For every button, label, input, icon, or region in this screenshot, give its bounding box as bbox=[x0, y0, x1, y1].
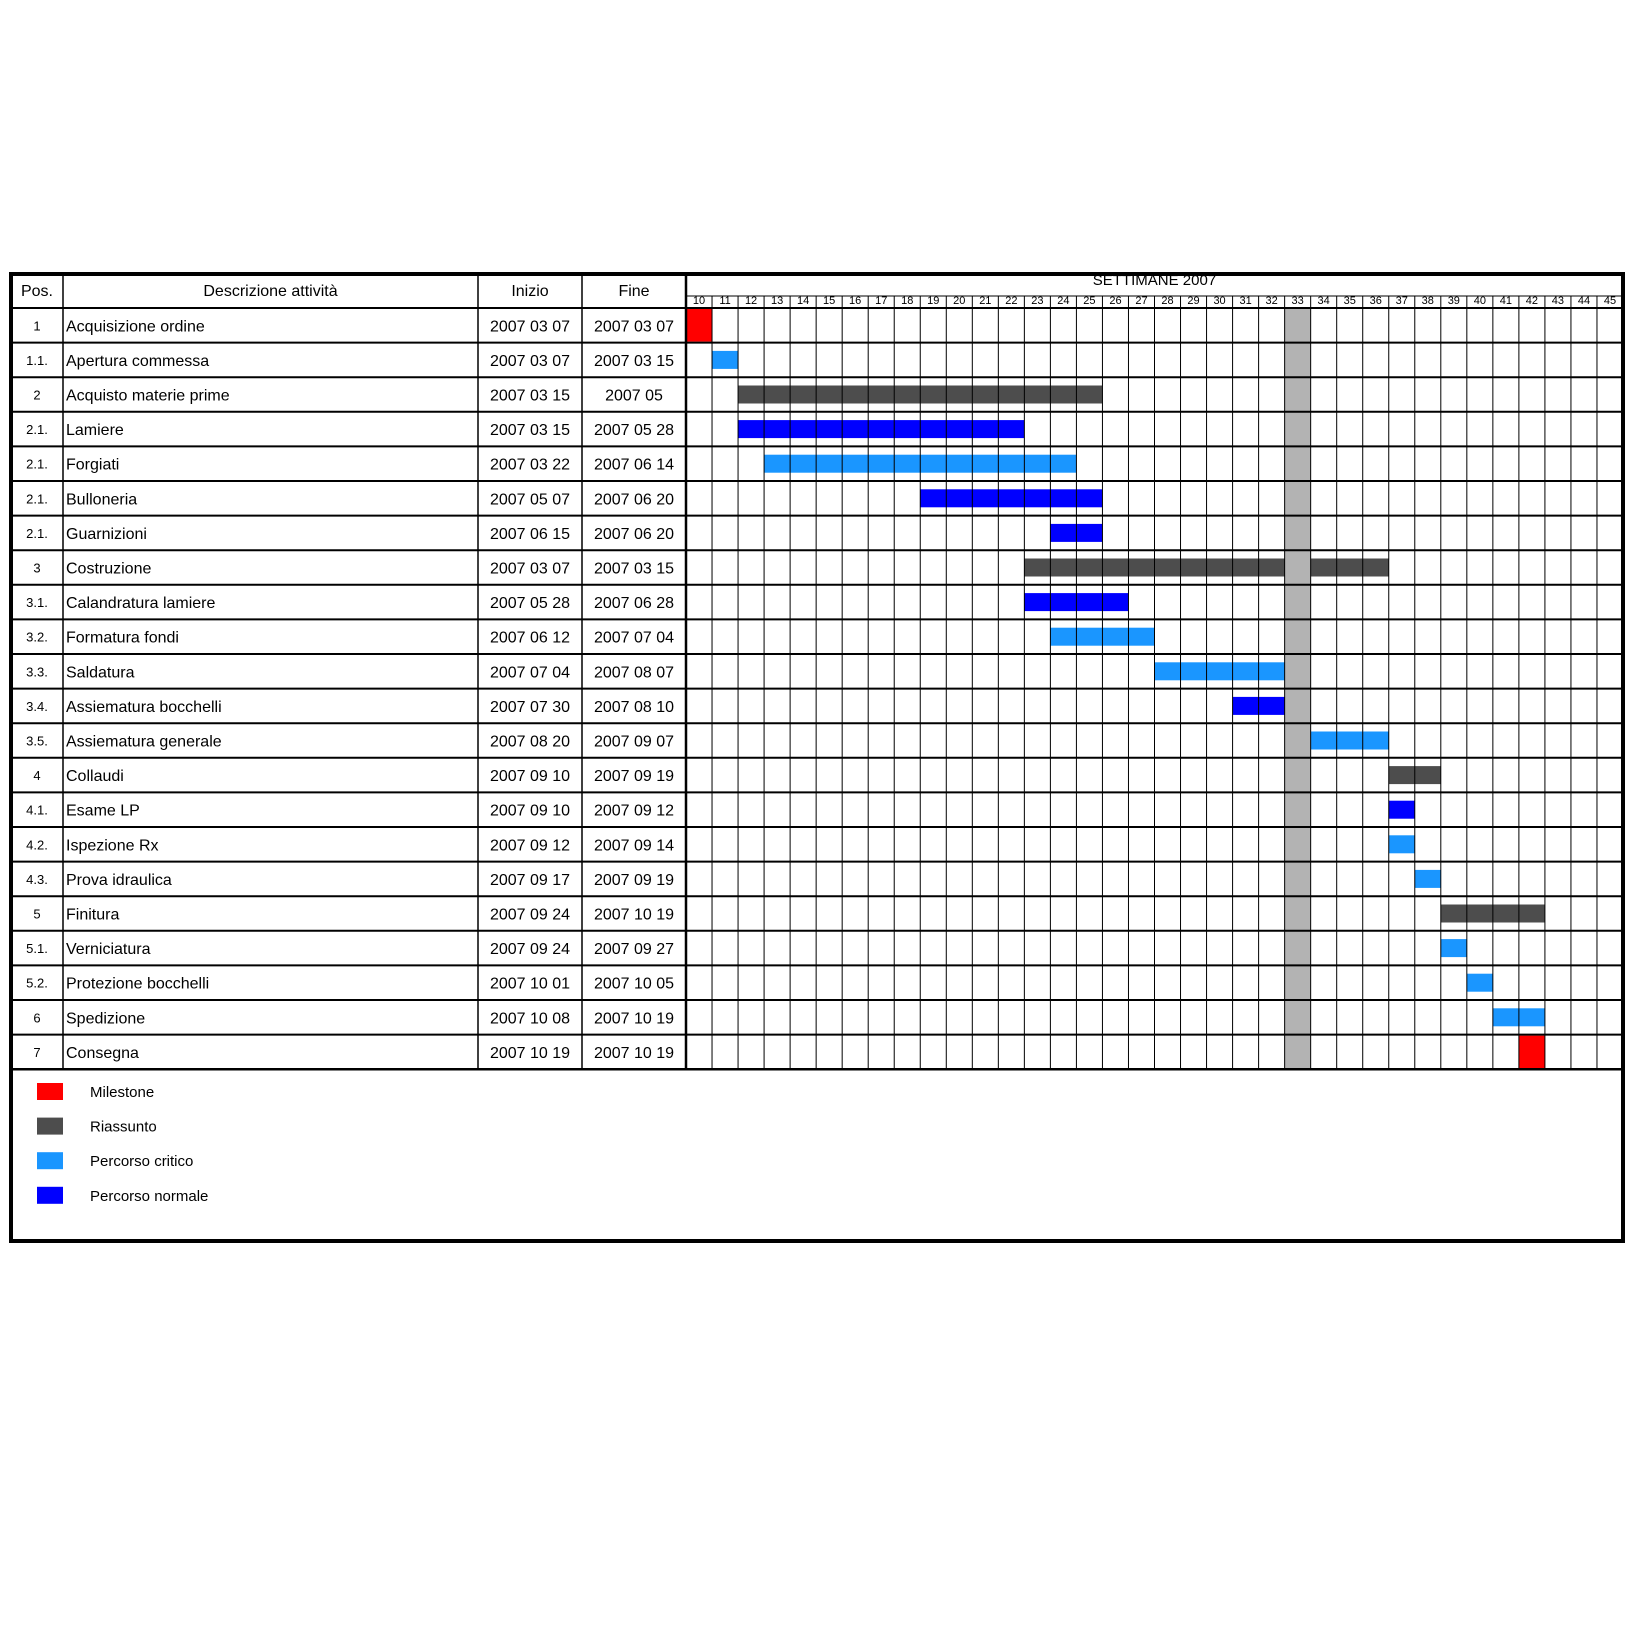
task-end: 2007 09 19 bbox=[593, 871, 675, 889]
task-end: 2007 05 28 bbox=[593, 422, 675, 440]
legend-swatch-summary bbox=[37, 1118, 63, 1135]
task-pos: 3.4. bbox=[26, 698, 48, 714]
timeline-title: SETTIMANE 2007 bbox=[1092, 272, 1217, 289]
task-start: 2007 03 15 bbox=[489, 422, 571, 440]
task-pos: 2.1. bbox=[26, 422, 48, 438]
task-start: 2007 07 04 bbox=[489, 664, 571, 682]
task-start: 2007 09 12 bbox=[489, 837, 571, 855]
task-description: Forgiati bbox=[66, 456, 120, 474]
week-tick-label: 36 bbox=[1369, 295, 1382, 307]
task-pos: 1.1. bbox=[26, 352, 48, 368]
task-pos: 3.1. bbox=[26, 595, 48, 611]
task-end: 2007 09 19 bbox=[593, 768, 675, 786]
task-end: 2007 05 bbox=[605, 387, 663, 405]
task-pos: 6 bbox=[33, 1010, 41, 1026]
week-tick-label: 24 bbox=[1057, 295, 1070, 307]
bar-critical bbox=[1415, 870, 1441, 888]
task-description: Bulloneria bbox=[66, 491, 138, 509]
task-description: Apertura commessa bbox=[66, 352, 210, 370]
week-tick-label: 10 bbox=[692, 295, 706, 307]
task-pos: 3.3. bbox=[26, 664, 48, 680]
task-pos: 5 bbox=[33, 906, 41, 922]
week-tick-label: 17 bbox=[875, 295, 888, 307]
task-description: Spedizione bbox=[66, 1010, 146, 1028]
legend-label: Milestone bbox=[90, 1084, 155, 1101]
bar-normal bbox=[1389, 801, 1415, 819]
task-description: Esame LP bbox=[66, 802, 140, 820]
task-start: 2007 07 30 bbox=[489, 698, 571, 716]
column-header-end: Fine bbox=[618, 283, 650, 300]
task-start: 2007 09 10 bbox=[489, 802, 571, 820]
task-end: 2007 08 07 bbox=[593, 664, 675, 682]
week-tick-label: 11 bbox=[719, 295, 731, 307]
week-tick-label: 27 bbox=[1135, 295, 1148, 307]
column-header-start: Inizio bbox=[511, 283, 549, 300]
task-end: 2007 09 27 bbox=[593, 941, 675, 959]
task-description: Assiematura bocchelli bbox=[66, 698, 222, 716]
task-end: 2007 03 15 bbox=[593, 352, 675, 370]
week-tick-label: 28 bbox=[1161, 295, 1174, 307]
task-start: 2007 03 07 bbox=[489, 560, 571, 578]
task-start: 2007 09 17 bbox=[489, 871, 571, 889]
task-pos: 1 bbox=[33, 318, 41, 334]
bar-milestone bbox=[1519, 1036, 1545, 1069]
task-start: 2007 09 24 bbox=[489, 906, 571, 924]
task-pos: 3.5. bbox=[26, 733, 48, 749]
task-start: 2007 03 15 bbox=[489, 387, 571, 405]
task-start: 2007 10 01 bbox=[489, 975, 571, 993]
task-description: Collaudi bbox=[66, 768, 124, 786]
task-start: 2007 05 07 bbox=[489, 491, 571, 509]
task-start: 2007 03 07 bbox=[489, 318, 571, 336]
task-start: 2007 06 12 bbox=[489, 629, 571, 647]
legend-label: Percorso critico bbox=[90, 1153, 194, 1171]
bar-critical bbox=[1441, 939, 1467, 957]
task-description: Acquisto materie prime bbox=[66, 387, 230, 405]
task-description: Verniciatura bbox=[66, 941, 151, 959]
week-tick-label: 20 bbox=[953, 295, 966, 307]
task-end: 2007 06 28 bbox=[593, 595, 675, 613]
task-pos: 2.1. bbox=[26, 525, 48, 541]
task-start: 2007 09 10 bbox=[489, 768, 571, 786]
task-end: 2007 10 19 bbox=[593, 1010, 675, 1028]
week-tick-label: 16 bbox=[849, 295, 862, 307]
week-tick-label: 21 bbox=[979, 295, 992, 307]
task-end: 2007 03 07 bbox=[593, 318, 675, 336]
task-end: 2007 07 04 bbox=[593, 629, 675, 647]
week-tick-label: 38 bbox=[1421, 295, 1434, 307]
task-start: 2007 05 28 bbox=[489, 595, 571, 613]
week-tick-label: 42 bbox=[1525, 295, 1539, 307]
task-description: Acquisizione ordine bbox=[66, 318, 205, 336]
week-tick-label: 37 bbox=[1395, 295, 1408, 307]
week-tick-label: 19 bbox=[927, 295, 940, 307]
task-pos: 5.2. bbox=[26, 975, 48, 991]
bar-critical bbox=[1467, 974, 1493, 992]
column-header-pos: Pos. bbox=[20, 283, 54, 300]
week-tick-label: 41 bbox=[1499, 295, 1512, 307]
task-description: Lamiere bbox=[66, 422, 124, 440]
week-tick-label: 44 bbox=[1577, 295, 1591, 307]
task-pos: 4 bbox=[33, 768, 41, 784]
task-end: 2007 10 19 bbox=[593, 1044, 675, 1062]
legend-swatch-normal bbox=[37, 1187, 63, 1204]
week-tick-label: 45 bbox=[1603, 295, 1617, 307]
task-start: 2007 10 08 bbox=[489, 1010, 571, 1028]
task-end: 2007 08 10 bbox=[593, 698, 675, 716]
task-end: 2007 06 20 bbox=[593, 491, 675, 509]
task-pos: 2.1. bbox=[26, 456, 48, 472]
task-pos: 2.1. bbox=[26, 491, 48, 507]
task-pos: 4.2. bbox=[26, 837, 48, 853]
task-start: 2007 03 22 bbox=[489, 456, 571, 474]
task-description: Guarnizioni bbox=[66, 525, 147, 543]
week-tick-label: 40 bbox=[1473, 295, 1486, 307]
task-start: 2007 08 20 bbox=[489, 733, 571, 751]
week-tick-label: 32 bbox=[1265, 295, 1278, 307]
task-end: 2007 06 20 bbox=[593, 525, 675, 543]
task-start: 2007 09 24 bbox=[489, 941, 571, 959]
task-description: Protezione bocchelli bbox=[66, 975, 210, 993]
bar-milestone bbox=[686, 309, 712, 342]
task-pos: 4.3. bbox=[26, 871, 48, 887]
legend-swatch-milestone bbox=[37, 1083, 63, 1100]
bar-normal bbox=[738, 420, 1024, 438]
week-tick-label: 35 bbox=[1343, 295, 1356, 307]
task-end: 2007 09 12 bbox=[593, 802, 675, 820]
task-end: 2007 10 05 bbox=[593, 975, 675, 993]
week-tick-label: 34 bbox=[1317, 295, 1330, 307]
task-start: 2007 06 15 bbox=[489, 525, 571, 543]
task-pos: 3.2. bbox=[26, 629, 48, 645]
task-description: Formatura fondi bbox=[66, 629, 179, 647]
task-pos: 4.1. bbox=[26, 802, 48, 818]
week-tick-label: 26 bbox=[1109, 295, 1122, 307]
task-end: 2007 10 19 bbox=[593, 906, 675, 924]
bar-critical bbox=[1389, 835, 1415, 853]
column-header-desc: Descrizione attività bbox=[203, 283, 338, 300]
task-description: Costruzione bbox=[66, 560, 152, 578]
task-description: Consegna bbox=[66, 1044, 139, 1062]
bar-critical bbox=[712, 351, 738, 369]
task-start: 2007 10 19 bbox=[489, 1044, 571, 1062]
week-tick-label: 30 bbox=[1213, 295, 1226, 307]
legend-swatch-critical bbox=[37, 1152, 63, 1169]
bar-critical bbox=[1311, 732, 1389, 750]
week-tick-label: 39 bbox=[1447, 295, 1460, 307]
task-end: 2007 09 07 bbox=[593, 733, 675, 751]
task-description: Ispezione Rx bbox=[66, 837, 159, 855]
bar-critical bbox=[1155, 662, 1285, 680]
week-tick-label: 22 bbox=[1005, 295, 1018, 307]
task-pos: 5.1. bbox=[26, 941, 48, 957]
week-tick-label: 18 bbox=[901, 295, 914, 307]
legend-label: Percorso normale bbox=[90, 1187, 209, 1205]
task-start: 2007 03 07 bbox=[489, 352, 571, 370]
week-tick-label: 13 bbox=[770, 295, 784, 307]
task-pos: 3 bbox=[33, 560, 41, 576]
task-pos: 2 bbox=[33, 387, 41, 403]
week-tick-label: 43 bbox=[1551, 295, 1565, 307]
week-tick-label: 33 bbox=[1291, 295, 1304, 307]
task-description: Finitura bbox=[66, 906, 120, 924]
task-end: 2007 06 14 bbox=[593, 456, 675, 474]
task-description: Assiematura generale bbox=[66, 733, 222, 751]
bar-summary bbox=[1311, 559, 1389, 577]
task-end: 2007 03 15 bbox=[593, 560, 675, 578]
week-tick-label: 14 bbox=[797, 295, 810, 307]
task-end: 2007 09 14 bbox=[593, 837, 675, 855]
task-pos: 7 bbox=[33, 1044, 41, 1060]
week-tick-label: 15 bbox=[823, 295, 836, 307]
task-description: Calandratura lamiere bbox=[66, 595, 216, 613]
week-tick-label: 12 bbox=[744, 295, 758, 307]
task-description: Prova idraulica bbox=[66, 871, 172, 889]
week-tick-label: 23 bbox=[1031, 295, 1044, 307]
task-description: Saldatura bbox=[66, 664, 135, 682]
week-tick-label: 25 bbox=[1083, 295, 1096, 307]
week-tick-label: 29 bbox=[1187, 295, 1200, 307]
legend-label: Riassunto bbox=[90, 1118, 157, 1136]
bar-normal bbox=[920, 489, 1102, 507]
week-tick-label: 31 bbox=[1239, 295, 1252, 307]
